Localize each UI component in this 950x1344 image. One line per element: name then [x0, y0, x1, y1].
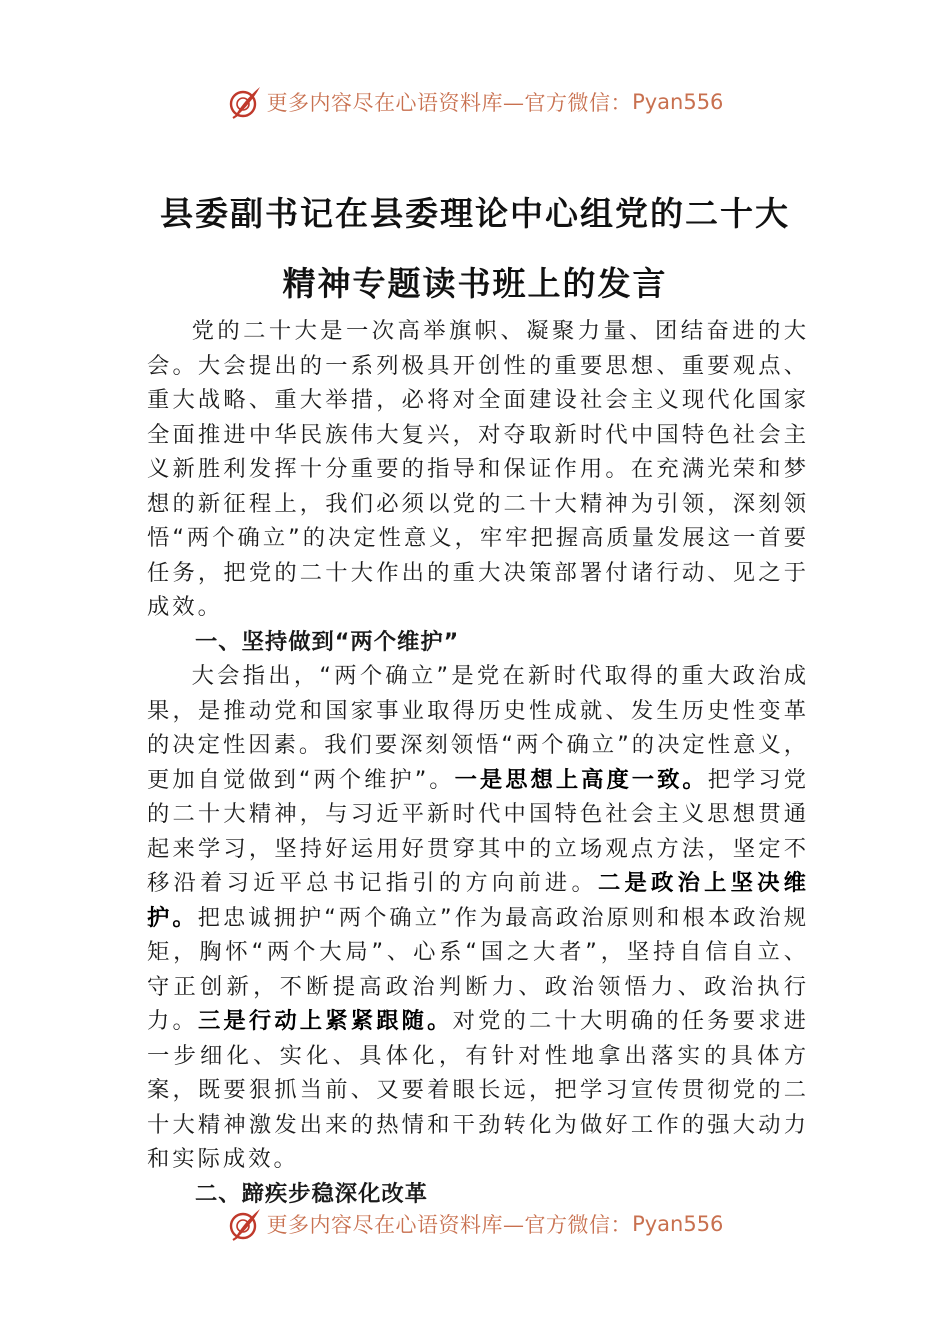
- section-heading-1: 一、坚持做到“两个维护”: [195, 628, 460, 655]
- watermark-footer: [0, 1204, 950, 1244]
- document-body: [147, 314, 809, 1211]
- document-title-line1: 县委副书记在县委理论中心组党的二十大: [160, 194, 790, 233]
- section1-text-3: 把忠诚拥护“两个确立”作为最高政治原则和根本政治规矩，胸怀“两个大局”、心系“国之大者”，坚持自信自立、守正创新，不断提高政治判断力、政治领悟力、政治执行力。: [147, 904, 809, 1034]
- watermark-text: 更多内容尽在心语资料库—官方微信：: [266, 91, 633, 115]
- quill-logo-icon: [227, 1206, 263, 1242]
- section1-text-4: 对党的二十大明确的任务要求进一步细化、实化、具体化，有针对性地拿出落实的具体方案，既要狠抓当前、又要着眼长远，把学习宣传贯彻党的二十大精神激发出来的热情和干劲转化为做好工作的强大动力和实际成效。: [147, 1008, 809, 1172]
- section-heading-2: 二、蹄疾步稳深化改革: [195, 1180, 428, 1207]
- watermark-text: 更多内容尽在心语资料库—官方微信：: [266, 1213, 633, 1237]
- intro-paragraph: 党的二十大是一次高举旗帜、凝聚力量、团结奋进的大会。大会提出的一系列极具开创性的重要思想、重要观点、重大战略、重大举措，必将对全面建设社会主义现代化国家全面推进中华民族伟大复兴，对夺取新时代中国特色社会主义新胜利发挥十分重要的指导和保证作用。在充满光荣和梦想的新征程上，我们必须以党的二十大精神为引领，深刻领悟“两个确立”的决定性意义，牢牢把握高质量发展这一首要任务，把党的二十大作出的重大决策部署付诸行动、见之于成效。: [147, 318, 809, 620]
- section1-text-2: 把学习党的二十大精神，与习近平新时代中国特色社会主义思想贯通起来学习，坚持好运用好贯穿其中的立场观点方法，坚定不移沿着习近平总书记指引的方向前进。: [147, 766, 809, 896]
- watermark-wechat-id: Pyan556: [632, 1212, 724, 1236]
- section1-bold-point-3: 三是行动上紧紧跟随。: [197, 1008, 453, 1034]
- section1-bold-point-1: 一是思想上高度一致。: [454, 766, 708, 793]
- document-title-line2: 精神专题读书班上的发言: [282, 264, 668, 303]
- quill-logo-icon: [227, 84, 263, 120]
- watermark-wechat-id: Pyan556: [632, 90, 724, 114]
- section1-paragraph: [147, 659, 809, 1177]
- section1-bold-point-2: 二是政治上坚决维护。: [147, 870, 809, 931]
- watermark-header: [0, 82, 950, 122]
- section1-text-1: 大会指出，“两个确立”是党在新时代取得的重大政治成果，是推动党和国家事业取得历史性成就、发生历史性变革的决定性因素。我们要深刻领悟“两个确立”的决定性意义，更加自觉做到“两个维护”。: [147, 663, 809, 793]
